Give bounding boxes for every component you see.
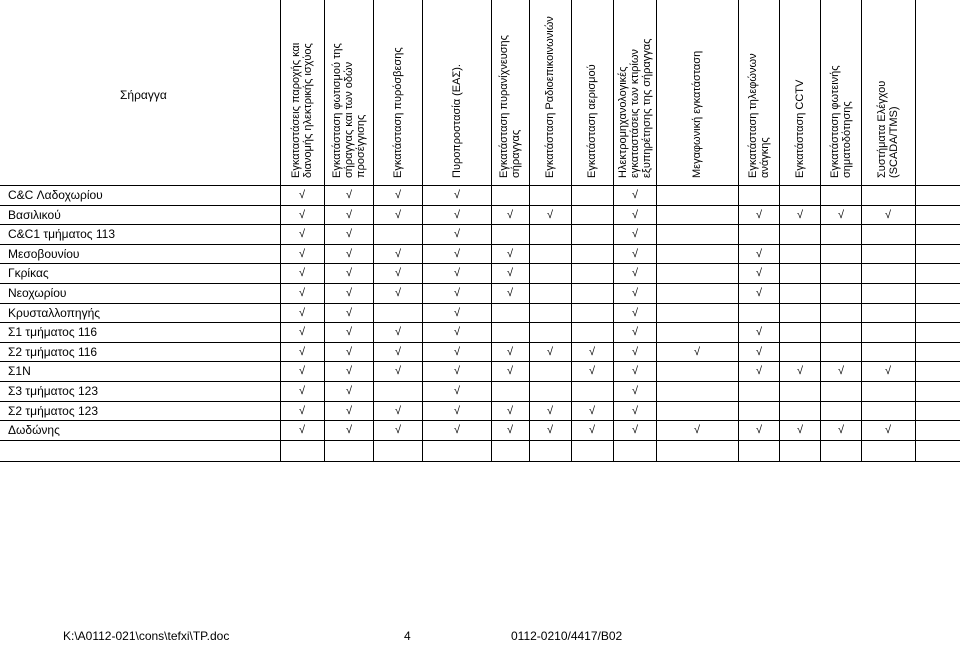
check-mark: √ bbox=[299, 385, 306, 397]
column-divider bbox=[422, 0, 423, 461]
footer-document-code: 0112-0210/4417/B02 bbox=[511, 629, 623, 643]
row-label: Σ3 τμήματος 123 bbox=[8, 384, 98, 398]
check-mark: √ bbox=[346, 306, 353, 319]
check-mark: √ bbox=[395, 404, 402, 417]
row-divider bbox=[0, 224, 960, 225]
check-mark: √ bbox=[346, 247, 353, 260]
row-divider bbox=[0, 303, 960, 304]
check-mark: √ bbox=[299, 424, 306, 437]
column-divider bbox=[280, 0, 281, 461]
check-mark: √ bbox=[507, 365, 514, 378]
footer-file-path: K:\A0112-021\cons\tefxi\TP.doc bbox=[63, 629, 230, 643]
column-header-13: Συστήματα Ελέγχου bbox=[876, 80, 888, 178]
row-divider bbox=[0, 361, 960, 362]
check-mark: √ bbox=[454, 424, 461, 437]
check-mark: √ bbox=[454, 306, 461, 319]
column-header-8: εγκαταστάσεις των κτιρίων bbox=[629, 49, 641, 178]
column-divider bbox=[373, 0, 374, 461]
row-divider bbox=[0, 401, 960, 402]
row-label: Νεοχωρίου bbox=[8, 286, 67, 300]
column-header-9: Μεγαφωνική εγκατάσταση bbox=[691, 50, 703, 178]
check-mark: √ bbox=[632, 326, 639, 339]
check-mark: √ bbox=[589, 404, 596, 417]
check-mark: √ bbox=[346, 385, 353, 397]
row-label: Σ2 τμήματος 123 bbox=[8, 403, 98, 418]
corner-header-tunnel: Σήραγγα bbox=[120, 88, 167, 102]
column-header-4: Πυροπροστασία (ΕΑΣ). bbox=[451, 64, 463, 178]
check-mark: √ bbox=[694, 424, 701, 437]
check-mark: √ bbox=[756, 267, 763, 280]
check-mark: √ bbox=[632, 208, 639, 221]
check-mark: √ bbox=[756, 326, 763, 339]
check-mark: √ bbox=[454, 267, 461, 280]
check-mark: √ bbox=[299, 267, 306, 280]
row-label: Βασιλικού bbox=[8, 207, 61, 222]
check-mark: √ bbox=[797, 365, 804, 378]
column-header-12: σηματοδότησης bbox=[841, 101, 853, 178]
check-mark: √ bbox=[299, 208, 306, 221]
check-mark: √ bbox=[547, 404, 554, 417]
check-mark: √ bbox=[694, 345, 701, 358]
check-mark: √ bbox=[547, 208, 554, 221]
check-mark: √ bbox=[395, 267, 402, 280]
column-divider bbox=[738, 0, 739, 461]
check-mark: √ bbox=[299, 326, 306, 339]
check-mark: √ bbox=[346, 267, 353, 280]
check-mark: √ bbox=[346, 404, 353, 417]
check-mark: √ bbox=[299, 228, 306, 241]
check-mark: √ bbox=[632, 365, 639, 378]
check-mark: √ bbox=[838, 208, 845, 221]
check-mark: √ bbox=[346, 424, 353, 437]
column-header-10: Εγκατάσταση τηλεφώνων bbox=[747, 53, 759, 178]
check-mark: √ bbox=[346, 326, 353, 339]
column-header-10: ανάγκης bbox=[759, 137, 771, 178]
check-mark: √ bbox=[395, 326, 402, 339]
row-divider bbox=[0, 244, 960, 245]
row-divider bbox=[0, 440, 960, 441]
check-mark: √ bbox=[454, 189, 461, 201]
check-mark: √ bbox=[756, 424, 763, 437]
check-mark: √ bbox=[507, 267, 514, 280]
check-mark: √ bbox=[589, 365, 596, 378]
column-divider bbox=[915, 0, 916, 461]
check-mark: √ bbox=[632, 404, 639, 417]
check-mark: √ bbox=[395, 208, 402, 221]
check-mark: √ bbox=[589, 345, 596, 358]
column-header-3: Εγκατάσταση πυρόσβεσης bbox=[392, 47, 404, 178]
column-header-2: σήραγγας και των οδών bbox=[343, 61, 355, 178]
column-header-2: Εγκατάσταση φωτισμού της bbox=[331, 43, 343, 178]
check-mark: √ bbox=[632, 306, 639, 319]
check-mark: √ bbox=[838, 365, 845, 378]
check-mark: √ bbox=[838, 424, 845, 437]
column-divider bbox=[656, 0, 657, 461]
check-mark: √ bbox=[299, 345, 306, 358]
check-mark: √ bbox=[589, 424, 596, 437]
check-mark: √ bbox=[395, 345, 402, 358]
check-mark: √ bbox=[346, 365, 353, 378]
row-label: Γκρίκας bbox=[8, 266, 49, 281]
row-divider bbox=[0, 342, 960, 343]
column-header-8: Ηλεκτρομηχανολογικές bbox=[617, 66, 629, 178]
column-divider bbox=[861, 0, 862, 461]
check-mark: √ bbox=[885, 424, 892, 437]
column-header-5: Εγκατάσταση πυρανίχνευσης bbox=[498, 35, 510, 178]
check-mark: √ bbox=[507, 345, 514, 358]
check-mark: √ bbox=[299, 365, 306, 378]
check-mark: √ bbox=[346, 228, 353, 241]
check-mark: √ bbox=[632, 228, 639, 241]
row-label: Σ1 τμήματος 116 bbox=[8, 325, 98, 340]
row-divider bbox=[0, 381, 960, 382]
check-mark: √ bbox=[454, 326, 461, 339]
check-mark: √ bbox=[885, 208, 892, 221]
check-mark: √ bbox=[299, 404, 306, 417]
row-divider bbox=[0, 461, 960, 462]
row-divider bbox=[0, 185, 960, 186]
column-header-13: (SCADA/TMS) bbox=[888, 106, 900, 178]
check-mark: √ bbox=[454, 365, 461, 378]
column-header-2: προσέγγισης bbox=[355, 114, 367, 178]
row-divider bbox=[0, 322, 960, 323]
row-label: Σ2 τμήματος 116 bbox=[8, 344, 98, 359]
check-mark: √ bbox=[756, 208, 763, 221]
row-divider bbox=[0, 263, 960, 264]
check-mark: √ bbox=[395, 247, 402, 260]
check-mark: √ bbox=[632, 287, 639, 299]
check-mark: √ bbox=[299, 189, 306, 201]
row-divider bbox=[0, 420, 960, 421]
check-mark: √ bbox=[756, 345, 763, 358]
check-mark: √ bbox=[756, 287, 763, 299]
row-label: Κρυσταλλοπηγής bbox=[8, 305, 101, 320]
column-header-6: Εγκατάσταση Ραδιοεπικοινωνιών bbox=[544, 16, 556, 178]
column-divider bbox=[324, 0, 325, 461]
row-divider bbox=[0, 205, 960, 206]
check-mark: √ bbox=[885, 365, 892, 378]
column-divider bbox=[779, 0, 780, 461]
check-mark: √ bbox=[299, 306, 306, 319]
column-divider bbox=[613, 0, 614, 461]
row-label: Δωδώνης bbox=[8, 423, 60, 438]
check-mark: √ bbox=[454, 287, 461, 299]
column-header-1: διανομής ηλεκτρικής ισχύος bbox=[302, 43, 314, 178]
check-mark: √ bbox=[346, 208, 353, 221]
check-mark: √ bbox=[346, 345, 353, 358]
check-mark: √ bbox=[454, 345, 461, 358]
column-header-8: εξυπηρέτησης της σήραγγας bbox=[641, 38, 653, 178]
check-mark: √ bbox=[632, 267, 639, 280]
row-label: C&C Λαδοχωρίου bbox=[8, 188, 103, 202]
check-mark: √ bbox=[507, 404, 514, 417]
check-mark: √ bbox=[299, 247, 306, 260]
row-label: Μεσοβουνίου bbox=[8, 246, 80, 261]
check-mark: √ bbox=[632, 385, 639, 397]
check-mark: √ bbox=[299, 287, 306, 299]
check-mark: √ bbox=[507, 424, 514, 437]
check-mark: √ bbox=[454, 385, 461, 397]
row-label: C&C1 τμήματος 113 bbox=[8, 227, 116, 242]
check-mark: √ bbox=[756, 247, 763, 260]
check-mark: √ bbox=[507, 247, 514, 260]
check-mark: √ bbox=[395, 189, 402, 201]
check-mark: √ bbox=[346, 287, 353, 299]
check-mark: √ bbox=[756, 365, 763, 378]
check-mark: √ bbox=[797, 424, 804, 437]
column-header-11: Εγκατάσταση CCTV bbox=[794, 79, 806, 178]
check-mark: √ bbox=[454, 247, 461, 260]
check-mark: √ bbox=[454, 404, 461, 417]
column-header-1: Εγκαταστάσεις παροχής και bbox=[290, 42, 302, 178]
row-divider bbox=[0, 283, 960, 284]
column-divider bbox=[491, 0, 492, 461]
column-header-12: Εγκατάσταση φωτεινής bbox=[829, 65, 841, 178]
check-mark: √ bbox=[454, 228, 461, 241]
footer-page-number: 4 bbox=[404, 629, 411, 643]
column-header-7: Εγκατάσταση αερισμού bbox=[586, 64, 598, 178]
check-mark: √ bbox=[507, 287, 514, 299]
check-mark: √ bbox=[632, 345, 639, 358]
check-mark: √ bbox=[547, 345, 554, 358]
column-divider bbox=[820, 0, 821, 461]
check-mark: √ bbox=[395, 365, 402, 378]
check-mark: √ bbox=[632, 247, 639, 260]
row-label: Σ1Ν bbox=[8, 364, 31, 379]
check-mark: √ bbox=[395, 287, 402, 299]
check-mark: √ bbox=[454, 208, 461, 221]
check-mark: √ bbox=[632, 189, 639, 201]
column-header-5: σήραγγας bbox=[510, 129, 522, 178]
check-mark: √ bbox=[346, 189, 353, 201]
column-divider bbox=[529, 0, 530, 461]
check-mark: √ bbox=[547, 424, 554, 437]
column-divider bbox=[571, 0, 572, 461]
check-mark: √ bbox=[507, 208, 514, 221]
check-mark: √ bbox=[632, 424, 639, 437]
check-mark: √ bbox=[797, 208, 804, 221]
check-mark: √ bbox=[395, 424, 402, 437]
